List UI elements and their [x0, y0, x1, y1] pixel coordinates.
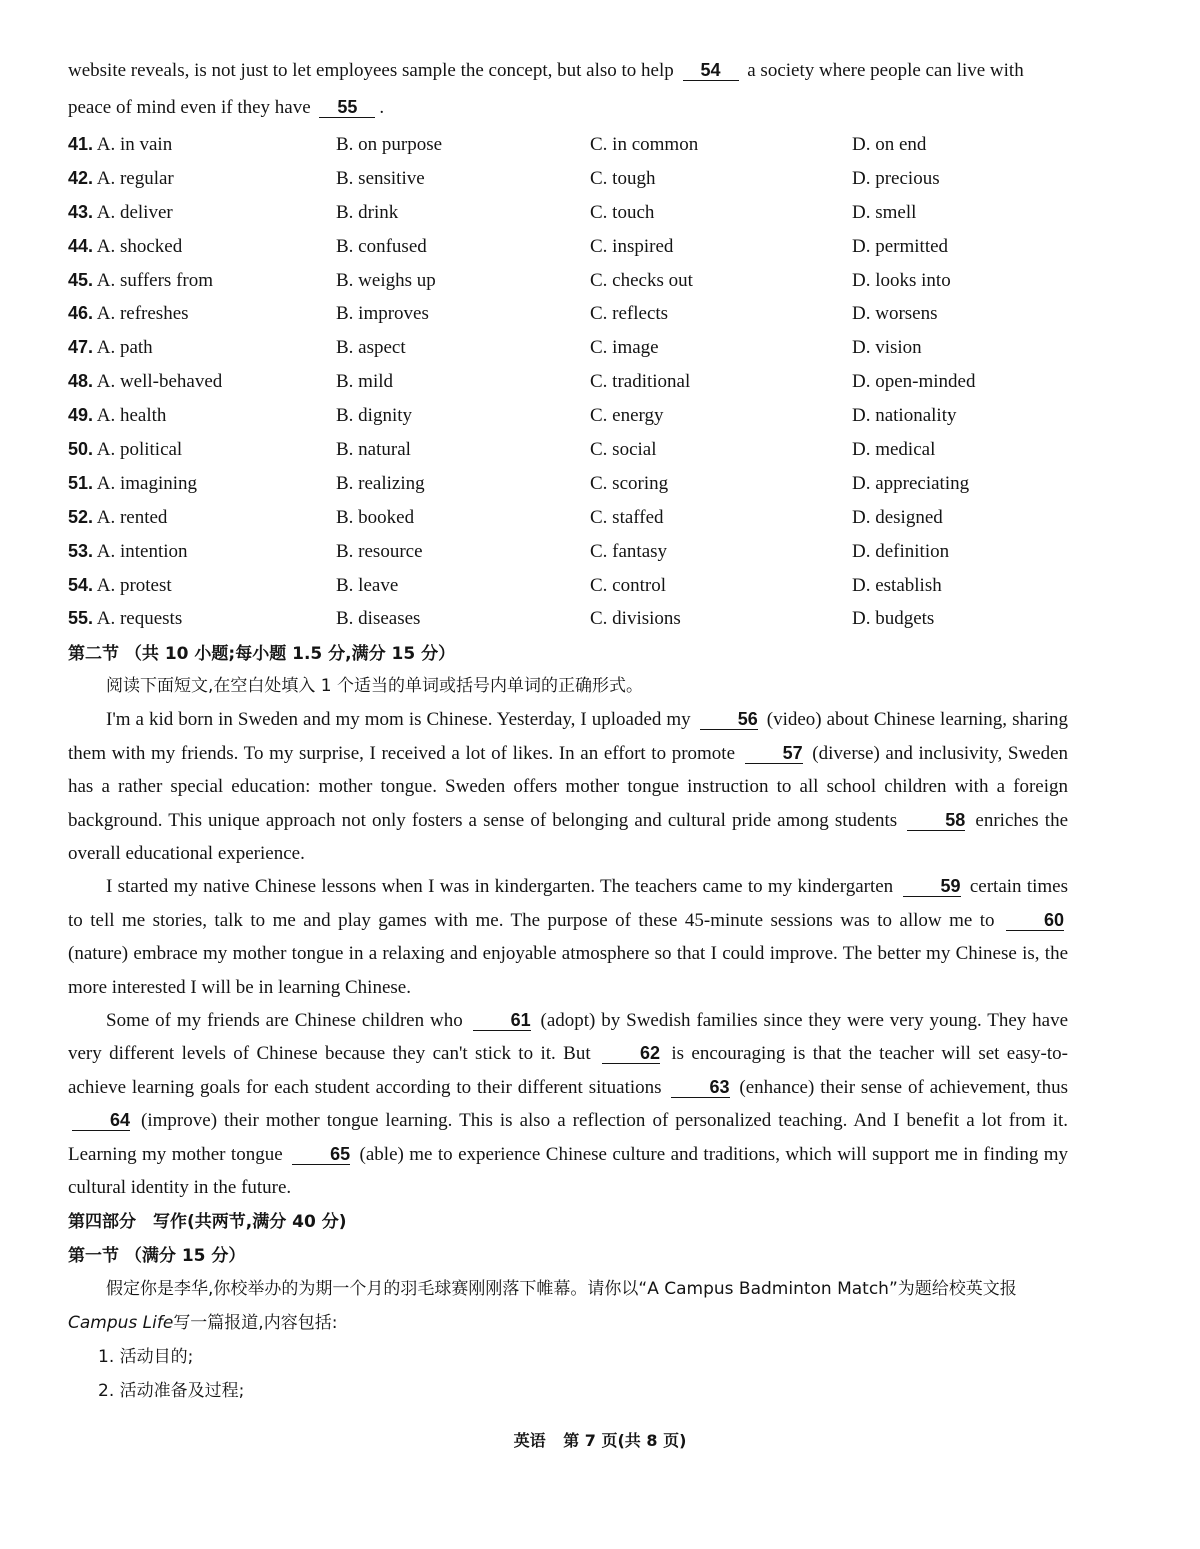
passage-text: .	[379, 97, 385, 118]
option-a-text: A. protest	[96, 574, 172, 596]
blank-61: 61	[473, 1010, 531, 1031]
option-d: D. nationality	[852, 405, 957, 427]
option-a	[68, 331, 336, 365]
blank-65: 65	[292, 1144, 350, 1165]
option-c: C. staffed	[590, 506, 664, 528]
option-row	[68, 331, 975, 365]
option-a	[68, 162, 336, 196]
option-a	[68, 230, 336, 264]
option-d: D. definition	[852, 540, 950, 562]
option-a	[68, 196, 336, 230]
option-c: C. inspired	[590, 235, 674, 257]
option-a-text: A. regular	[96, 167, 174, 189]
option-row	[68, 264, 975, 298]
question-number: 55.	[68, 608, 94, 629]
option-c: C. traditional	[590, 371, 691, 393]
question-number: 47.	[68, 337, 94, 358]
option-b: B. realizing	[336, 472, 425, 494]
paragraph-1: I'm a kid born in Sweden and my mom is Chinese. Yesterday, I uploaded my 56 (video) about Chinese learning, sharing them with my friends. To my surprise, I received a lot of likes. In an effort to promote 57 (diverse) and inclusivity, Sweden has a rather special education: mother tongue. Sweden offers mother tongue instruction to all school children with a foreign background. This unique approach not only fosters a sense of belonging and cultural pride among students 58 enriches the overall educational experience.	[68, 709, 1069, 864]
question-number: 45.	[68, 269, 94, 290]
option-a-text: A. well-behaved	[96, 371, 223, 393]
exam-page	[68, 52, 1068, 1408]
option-a-text: A. suffers from	[96, 269, 213, 291]
option-b: B. booked	[336, 506, 415, 528]
page-footer	[0, 1428, 1200, 1451]
section-2-instruction: 阅读下面短文,在空白处填入 1 个适当的单词或括号内单词的正确形式。	[106, 676, 644, 697]
paragraph-2: I started my native Chinese lessons when I was in kindergarten. The teachers came to my kindergarten 59 certain times to tell me stories, talk to me and play games with me. The purpose of these 45-minute sessions was to allow me to 60 (nature) embrace my mother tongue in a relaxing and enjoyable atmosphere so that I could improve. The better my Chinese is, the more interested I will be in learning Chinese.	[68, 876, 1068, 998]
option-b: B. diseases	[336, 608, 421, 630]
blank-54: 54	[683, 60, 739, 81]
blank-62: 62	[602, 1043, 660, 1064]
passage-continuation	[68, 52, 1068, 126]
option-b: B. aspect	[336, 337, 406, 359]
option-a-text: A. intention	[96, 540, 188, 562]
option-a-text: A. requests	[96, 608, 183, 630]
option-c: C. checks out	[590, 269, 693, 291]
option-row	[68, 128, 975, 162]
option-a	[68, 297, 336, 331]
option-row	[68, 297, 975, 331]
question-number: 50.	[68, 438, 94, 459]
question-number: 53.	[68, 540, 94, 561]
task-item-2: 2. 活动准备及过程;	[98, 1381, 245, 1402]
blank-63: 63	[671, 1077, 729, 1098]
option-row	[68, 467, 975, 501]
option-c: C. scoring	[590, 472, 669, 494]
option-row	[68, 365, 975, 399]
option-d: D. looks into	[852, 269, 951, 291]
blank-56: 56	[700, 709, 758, 730]
option-a-text: A. deliver	[96, 201, 173, 223]
question-number: 54.	[68, 574, 94, 595]
option-row	[68, 230, 975, 264]
option-c: C. image	[590, 337, 659, 359]
option-a-text: A. shocked	[96, 235, 183, 257]
blank-57: 57	[745, 743, 803, 764]
option-c: C. energy	[590, 405, 664, 427]
option-c: C. divisions	[590, 608, 681, 630]
option-d: D. worsens	[852, 303, 938, 325]
option-b: B. resource	[336, 540, 423, 562]
option-a	[68, 399, 336, 433]
part-4-heading: 第四部分 写作(共两节,满分 40 分)	[68, 1212, 347, 1233]
blank-64: 64	[72, 1110, 130, 1131]
option-a-text: A. in vain	[96, 133, 173, 155]
newspaper-title: Campus Life	[68, 1313, 174, 1334]
question-number: 52.	[68, 506, 94, 527]
blank-59: 59	[903, 876, 961, 897]
option-b: B. dignity	[336, 405, 413, 427]
option-a-text: A. imagining	[96, 472, 198, 494]
passage-text: website reveals, is not just to let employees sample the concept, but also to help	[68, 60, 674, 81]
option-d: D. vision	[852, 337, 922, 359]
option-c: C. touch	[590, 201, 655, 223]
footer-page-number: 第 7 页(共 8 页)	[563, 1431, 687, 1450]
option-row	[68, 399, 975, 433]
question-number: 48.	[68, 371, 94, 392]
option-a	[68, 501, 336, 535]
option-a-text: A. path	[96, 337, 153, 359]
option-b: B. confused	[336, 235, 427, 257]
option-b: B. improves	[336, 303, 429, 325]
question-number: 43.	[68, 201, 94, 222]
option-d: D. open-minded	[852, 371, 976, 393]
option-b: B. weighs up	[336, 269, 436, 291]
option-d: D. permitted	[852, 235, 949, 257]
option-d: D. establish	[852, 574, 942, 596]
part-4-sub-heading: 第一节 （满分 15 分）	[68, 1246, 246, 1267]
option-d: D. appreciating	[852, 472, 970, 494]
question-number: 46.	[68, 303, 94, 324]
option-a-text: A. refreshes	[96, 303, 189, 325]
option-a-text: A. political	[96, 438, 183, 460]
option-a	[68, 535, 336, 569]
question-number: 49.	[68, 405, 94, 426]
option-row	[68, 196, 975, 230]
blank-58: 58	[907, 810, 965, 831]
option-c: C. tough	[590, 167, 656, 189]
option-d: D. on end	[852, 133, 927, 155]
option-a	[68, 433, 336, 467]
option-c: C. fantasy	[590, 540, 668, 562]
option-a	[68, 569, 336, 603]
option-row	[68, 162, 975, 196]
option-d: D. medical	[852, 438, 936, 460]
options-table	[68, 128, 975, 636]
blank-60: 60	[1006, 910, 1064, 931]
option-d: D. precious	[852, 167, 940, 189]
option-c: C. reflects	[590, 303, 669, 325]
option-b: B. on purpose	[336, 133, 443, 155]
option-row	[68, 501, 975, 535]
option-row	[68, 569, 975, 603]
option-c: C. social	[590, 438, 657, 460]
option-c: C. in common	[590, 133, 699, 155]
option-a	[68, 467, 336, 501]
option-a	[68, 128, 336, 162]
question-number: 41.	[68, 133, 94, 154]
option-c: C. control	[590, 574, 666, 596]
option-b: B. leave	[336, 574, 399, 596]
question-number: 51.	[68, 472, 94, 493]
section-2-heading: 第二节 （共 10 小题;每小题 1.5 分,满分 15 分）	[68, 644, 456, 665]
option-row	[68, 433, 975, 467]
blank-55: 55	[319, 97, 375, 118]
option-a-text: A. health	[96, 405, 167, 427]
option-b: B. drink	[336, 201, 399, 223]
option-b: B. mild	[336, 371, 394, 393]
option-a	[68, 365, 336, 399]
question-number: 44.	[68, 235, 94, 256]
paragraph-3: Some of my friends are Chinese children who 61 (adopt) by Swedish families since they were very young. They have very different levels of Chinese because they can't stick to it. But 62 is encouraging is that the teacher will set easy-to-achieve learning goals for each student according to their different situations 63 (enhance) their sense of achievement, thus 64 (improve) their mother tongue learning. This is also a reflection of personalized teaching. And I benefit a lot from it. Learning my mother tongue 65 (able) me to experience Chinese culture and traditions, which will support me in finding my cultural identity in the future.	[68, 1010, 1069, 1199]
option-d: D. smell	[852, 201, 917, 223]
option-d: D. budgets	[852, 608, 935, 630]
task-item-1: 1. 活动目的;	[98, 1347, 194, 1368]
footer-subject: 英语	[513, 1431, 546, 1450]
option-a-text: A. rented	[96, 506, 168, 528]
option-row	[68, 535, 975, 569]
writing-task: 假定你是李华,你校举办的为期一个月的羽毛球赛刚刚落下帷幕。请你以“A Campus Badminton Match”为题给校英文报Campus Life写一篇报道,内容包括:	[68, 1279, 1017, 1334]
option-d: D. designed	[852, 506, 943, 528]
option-b: B. natural	[336, 438, 411, 460]
passage-text: a society where people can live with peace of mind even if they have	[68, 60, 1024, 118]
option-row	[68, 602, 975, 636]
option-a	[68, 264, 336, 298]
option-a	[68, 602, 336, 636]
question-number: 42.	[68, 167, 94, 188]
option-b: B. sensitive	[336, 167, 425, 189]
